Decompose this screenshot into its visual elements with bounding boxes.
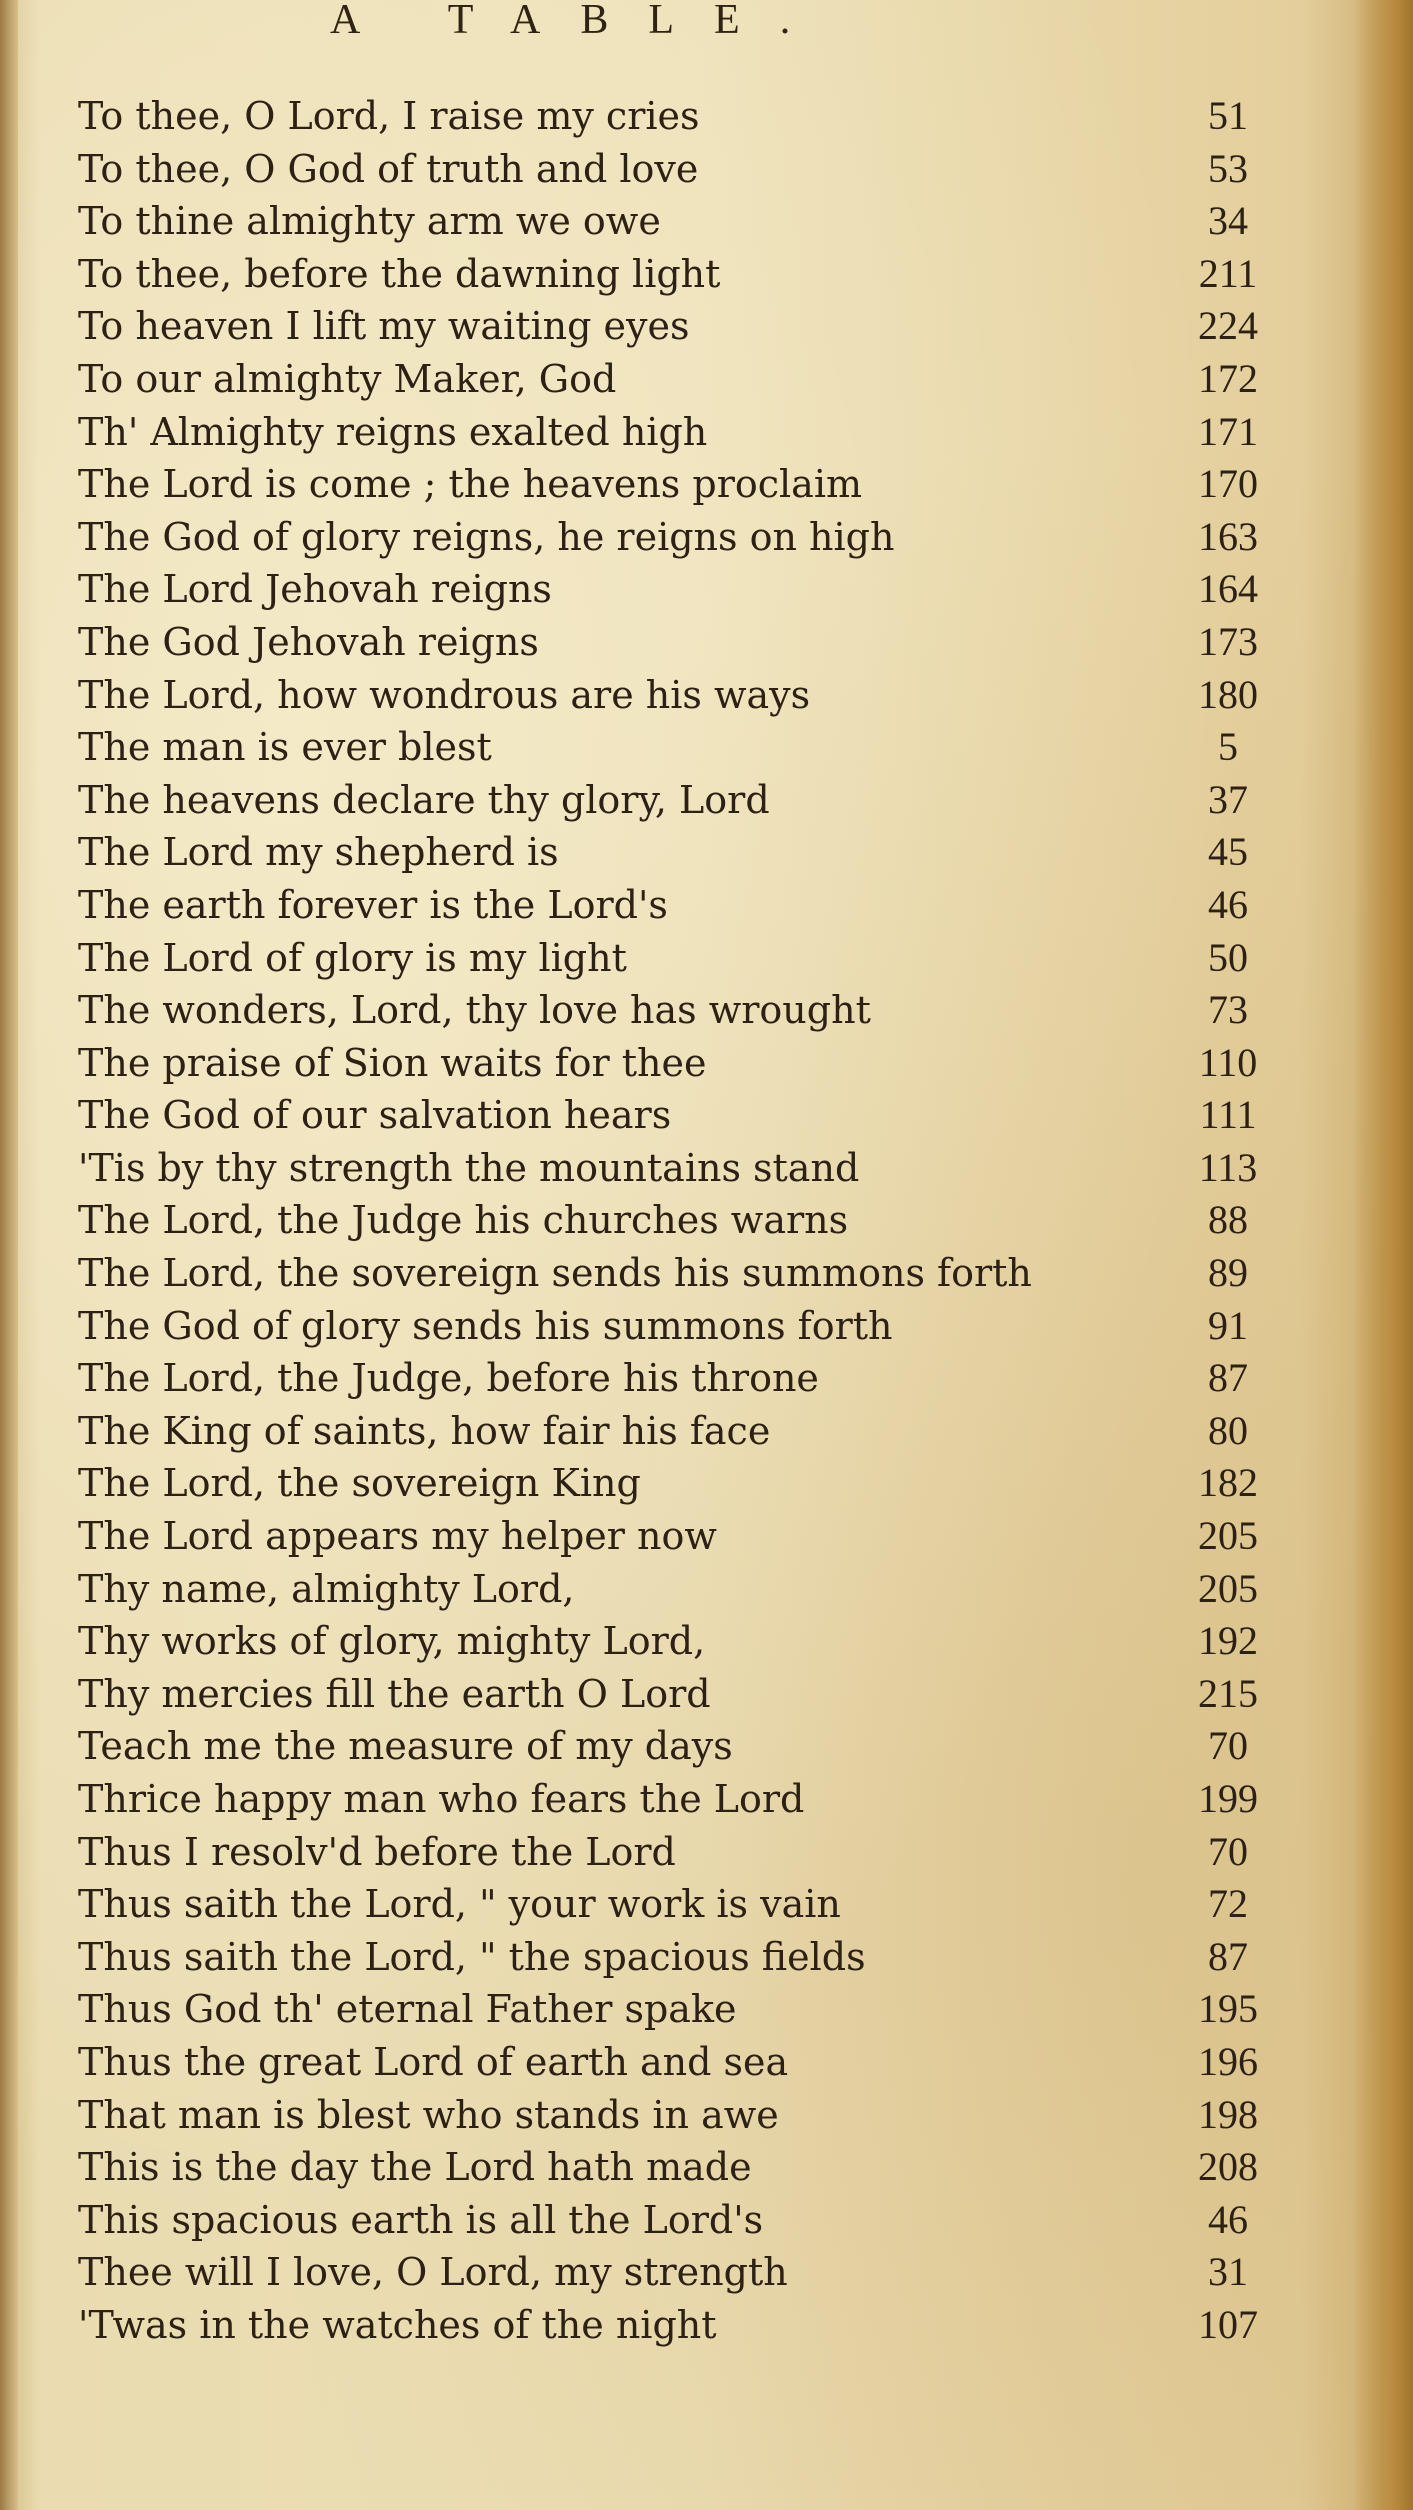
index-entry: [78, 1194, 1288, 1247]
first-line-text: This is the day the Lord hath made: [78, 2145, 752, 2190]
page-number: 192: [1198, 1618, 1258, 1664]
first-line-text: The Lord, how wondrous are his ways: [78, 672, 811, 717]
first-line-text: Thus I resolv'd before the Lord: [78, 1829, 676, 1874]
index-entry: [78, 2141, 1288, 2194]
index-entry: [78, 2036, 1288, 2089]
first-line-text: To thee, before the dawning light: [78, 251, 721, 296]
page-number: 50: [1208, 934, 1248, 980]
first-line-text: The Lord, the sovereign King: [78, 1461, 641, 1506]
page-number: 211: [1198, 250, 1258, 296]
index-entry: [78, 1720, 1288, 1773]
index-entry: [78, 406, 1288, 459]
index-entry: [78, 879, 1288, 932]
index-entry: [78, 1457, 1288, 1510]
first-line-text: The God of glory sends his summons forth: [78, 1303, 893, 1348]
page-number: 215: [1198, 1670, 1258, 1716]
first-line-text: To thee, O God of truth and love: [78, 146, 699, 191]
page-number: 182: [1198, 1460, 1258, 1506]
first-line-text: That man is blest who stands in awe: [78, 2092, 779, 2137]
first-line-text: The God of our salvation hears: [78, 1093, 672, 1138]
index-entry: [78, 1563, 1288, 1616]
page-number: 5: [1218, 724, 1238, 770]
page-number: 70: [1208, 1723, 1248, 1769]
index-entry: [78, 2089, 1288, 2142]
first-line-text: The Lord of glory is my light: [78, 935, 627, 980]
first-line-text: The Lord, the Judge his churches warns: [78, 1198, 849, 1243]
index-entry: [78, 90, 1288, 143]
page-number: 111: [1199, 1092, 1257, 1138]
page-number: 31: [1208, 2249, 1248, 2295]
first-line-text: Thrice happy man who fears the Lord: [78, 1777, 805, 1821]
page-number: 173: [1198, 618, 1258, 664]
first-line-text: The man is ever blest: [78, 725, 492, 770]
index-table: [78, 90, 1288, 2352]
index-entry: [78, 984, 1288, 1037]
page-number: 180: [1198, 671, 1258, 717]
page-number: 196: [1198, 2038, 1258, 2084]
page-number: 51: [1208, 93, 1248, 138]
page-number: 172: [1198, 355, 1258, 401]
page-number: 205: [1198, 1513, 1258, 1559]
index-entry: [78, 1352, 1288, 1405]
first-line-text: This spacious earth is all the Lord's: [78, 2197, 764, 2242]
page-edge-shadow: [1353, 0, 1413, 2510]
first-line-text: The God Jehovah reigns: [78, 619, 539, 664]
page-number: 87: [1208, 1355, 1248, 1401]
first-line-text: To heaven I lift my waiting eyes: [78, 304, 690, 349]
page-number: 107: [1198, 2301, 1258, 2347]
page-number: 80: [1208, 1407, 1248, 1453]
first-line-text: To thee, O Lord, I raise my cries: [78, 94, 700, 138]
index-entry: [78, 1773, 1288, 1826]
page-number: 205: [1198, 1565, 1258, 1611]
index-entry: [78, 563, 1288, 616]
first-line-text: The Lord, the Judge, before his throne: [78, 1356, 819, 1401]
first-line-text: To our almighty Maker, God: [78, 356, 617, 401]
page-number: 73: [1208, 987, 1248, 1033]
first-line-text: The Lord, the sovereign sends his summons forth: [78, 1251, 1032, 1296]
first-line-text: The Lord my shepherd is: [78, 830, 559, 875]
page-number: 170: [1198, 461, 1258, 507]
index-entry: [78, 248, 1288, 301]
first-line-text: Thy name, almighty Lord,: [78, 1566, 575, 1611]
page-number: 199: [1198, 1776, 1258, 1821]
page-number: 164: [1198, 566, 1258, 612]
index-entry: [78, 458, 1288, 511]
index-entry: [78, 669, 1288, 722]
index-entry: [78, 1142, 1288, 1195]
page-number: 224: [1198, 303, 1258, 349]
index-entry: [78, 2246, 1288, 2299]
page-number: 195: [1198, 1986, 1258, 2032]
first-line-text: The heavens declare thy glory, Lord: [78, 777, 770, 822]
page-number: 34: [1208, 198, 1248, 244]
first-line-text: 'Tis by thy strength the mountains stand: [78, 1145, 860, 1190]
first-line-text: Thus saith the Lord, " the spacious fields: [78, 1934, 866, 1979]
first-line-text: Thee will I love, O Lord, my strength: [78, 2250, 788, 2295]
index-entry: [78, 1300, 1288, 1353]
first-line-text: The Lord appears my helper now: [78, 1514, 717, 1559]
index-entry: [78, 1826, 1288, 1879]
index-entry: [78, 1931, 1288, 1984]
first-line-text: Th' Almighty reigns exalted high: [78, 409, 708, 454]
index-entry: [78, 511, 1288, 564]
index-entry: [78, 143, 1288, 196]
page-number: 72: [1208, 1881, 1248, 1927]
index-entry: [78, 616, 1288, 669]
running-header: A TABLE.: [330, 0, 831, 43]
first-line-text: Thus God th' eternal Father spake: [78, 1987, 737, 2032]
page-number: 91: [1208, 1302, 1248, 1348]
first-line-text: To thine almighty arm we owe: [78, 199, 661, 244]
page-gutter-shadow: [0, 0, 18, 2510]
first-line-text: Thy works of glory, mighty Lord,: [78, 1619, 706, 1664]
index-entry: [78, 1037, 1288, 1090]
index-entry: [78, 826, 1288, 879]
index-entry: [78, 1405, 1288, 1458]
page-number: 163: [1198, 513, 1258, 559]
first-line-text: 'Twas in the watches of the night: [78, 2302, 717, 2347]
index-entry: [78, 721, 1288, 774]
page-number: 113: [1198, 1144, 1258, 1190]
page-number: 46: [1208, 2196, 1248, 2242]
first-line-text: The Lord Jehovah reigns: [78, 567, 552, 612]
page-number: 198: [1198, 2091, 1258, 2137]
page-number: 87: [1208, 1933, 1248, 1979]
index-entry: [78, 353, 1288, 406]
first-line-text: Thy mercies fill the earth O Lord: [78, 1671, 711, 1716]
page-number: 46: [1208, 881, 1248, 927]
page-number: 45: [1208, 829, 1248, 875]
index-entry: [78, 1983, 1288, 2036]
page-number: 110: [1198, 1039, 1258, 1085]
first-line-text: Teach me the measure of my days: [78, 1724, 733, 1769]
first-line-text: The wonders, Lord, thy love has wrought: [78, 988, 871, 1033]
index-entry: [78, 774, 1288, 827]
page-number: 208: [1198, 2144, 1258, 2190]
page-number: 89: [1208, 1250, 1248, 1296]
index-entry: [78, 2299, 1288, 2352]
first-line-text: The God of glory reigns, he reigns on high: [78, 514, 895, 559]
index-entry: [78, 1668, 1288, 1721]
first-line-text: The praise of Sion waits for thee: [78, 1040, 707, 1085]
index-entry: [78, 1247, 1288, 1300]
first-line-text: Thus saith the Lord, " your work is vain: [78, 1882, 841, 1927]
page-number: 70: [1208, 1828, 1248, 1874]
index-entry: [78, 2194, 1288, 2247]
index-entry: [78, 932, 1288, 985]
page-number: 171: [1198, 408, 1258, 454]
page-number: 37: [1208, 776, 1248, 822]
index-entry: [78, 1615, 1288, 1668]
page-number: 88: [1208, 1197, 1248, 1243]
first-line-text: The Lord is come ; the heavens proclaim: [78, 462, 863, 507]
index-entry: [78, 300, 1288, 353]
index-entry: [78, 1510, 1288, 1563]
index-entry: [78, 1878, 1288, 1931]
first-line-text: The King of saints, how fair his face: [78, 1408, 771, 1453]
index-entry: [78, 1089, 1288, 1142]
first-line-text: The earth forever is the Lord's: [78, 882, 668, 927]
first-line-text: Thus the great Lord of earth and sea: [78, 2039, 789, 2084]
page-number: 53: [1208, 145, 1248, 191]
index-entry: [78, 195, 1288, 248]
